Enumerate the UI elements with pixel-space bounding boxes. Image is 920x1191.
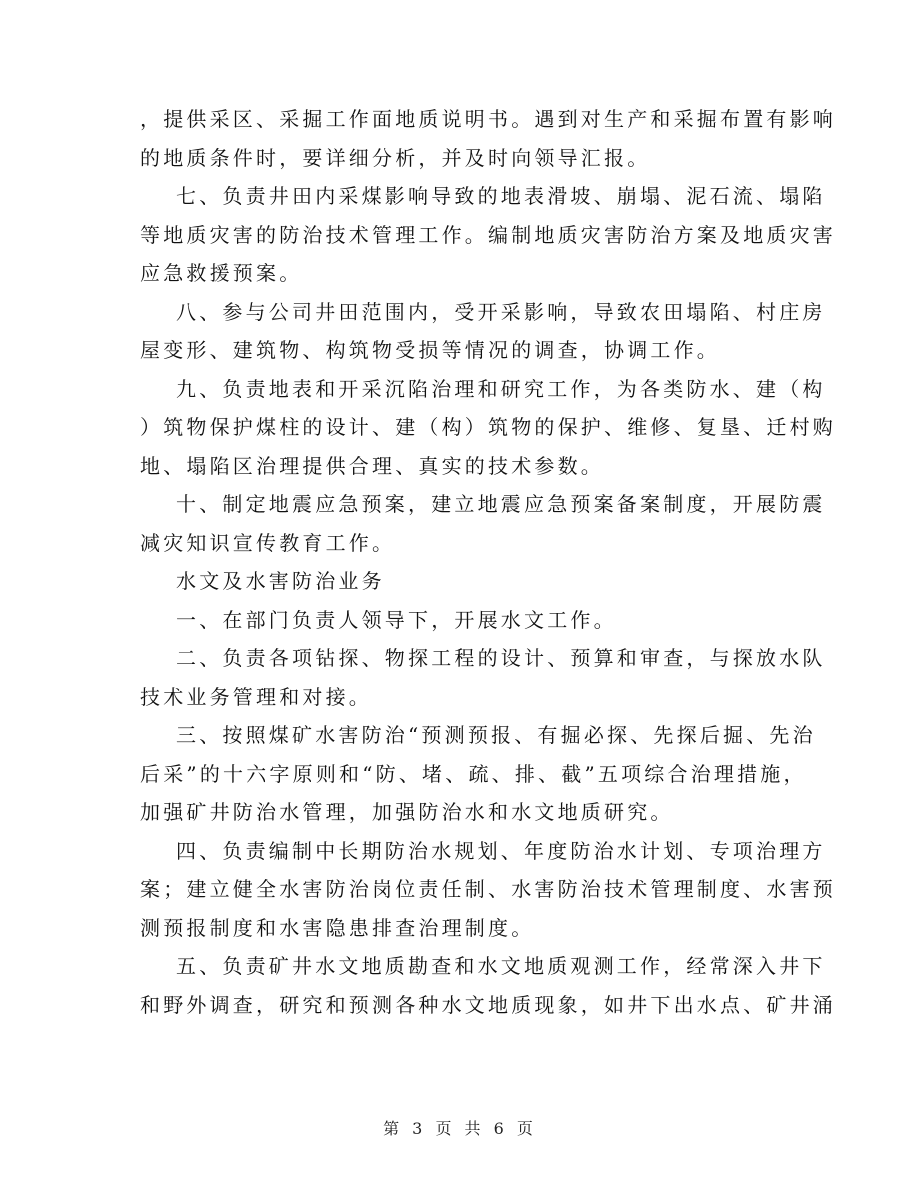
- paragraph-item-4: [140, 832, 836, 948]
- text-line: 技术业务管理和对接。: [140, 684, 372, 709]
- text-line: 地、塌陷区治理提供合理、真实的技术参数。: [140, 453, 604, 478]
- text-line: 七、负责井田内采煤影响导致的地表滑坡、崩塌、泥石流、塌陷: [176, 184, 826, 208]
- text-line: ，提供采区、采掘工作面地质说明书。遇到对生产和采掘布置有影响: [140, 107, 836, 131]
- text-line: 案；建立健全水害防治岗位责任制、水害防治技术管理制度、水害预: [140, 877, 836, 901]
- text-line: 八、参与公司井田范围内，受开采影响，导致农田塌陷、村庄房: [176, 299, 826, 324]
- text-line: 三、按照煤矿水害防治“预测预报、有掘必探、先探后掘、先治: [176, 723, 816, 747]
- text-line: 和野外调查，研究和预测各种水文地质现象，如井下出水点、矿井涌: [140, 992, 836, 1017]
- paragraph-item-8: [140, 293, 826, 370]
- paragraph-item-1: [140, 601, 780, 640]
- text-line: 十、制定地震应急预案，建立地震应急预案备案制度，开展防震: [176, 492, 826, 516]
- paragraph-continuation: [140, 100, 836, 177]
- text-line: 加强矿井防治水管理，加强防治水和水文地质研究。: [140, 800, 674, 824]
- paragraph-item-3: [140, 716, 816, 832]
- text-line: 等地质灾害的防治技术管理工作。编制地质灾害防治方案及地质灾害: [140, 222, 836, 247]
- text-line: 的地质条件时，要详细分析，并及时向领导汇报。: [140, 145, 651, 170]
- text-line: 后采”的十六字原则和“防、堵、疏、排、截”五项综合治理措施，: [140, 761, 807, 786]
- text-line: 二、负责各项钻探、物探工程的设计、预算和审查，与探放水队: [176, 646, 826, 670]
- text-line: 九、负责地表和开采沉陷治理和研究工作，为各类防水、建（构: [176, 376, 826, 401]
- text-line: 一、在部门负责人领导下，开展水文工作。: [176, 607, 617, 632]
- text-line: 应急救援预案。: [140, 261, 303, 285]
- paragraph-item-5: [140, 947, 836, 1024]
- text-line: 减灾知识宣传教育工作。: [140, 530, 396, 555]
- paragraph-item-7: [140, 177, 836, 293]
- text-line: 测预报制度和水害隐患排查治理制度。: [140, 915, 535, 940]
- text-line: 五、负责矿井水文地质勘查和水文地质观测工作，经常深入井下: [176, 954, 826, 978]
- text-line: 四、负责编制中长期防治水规划、年度防治水计划、专项治理方: [176, 838, 826, 863]
- paragraph-item-10: [140, 485, 826, 562]
- paragraph-item-9: [140, 370, 836, 486]
- text-line: 水文及水害防治业务: [176, 569, 385, 593]
- document-body: [140, 100, 836, 1024]
- paragraph-item-2: [140, 639, 826, 716]
- page-footer: 第 3 页 共 6 页: [383, 1119, 537, 1138]
- text-line: 屋变形、建筑物、构筑物受损等情况的调查，协调工作。: [140, 338, 720, 362]
- text-line: ）筑物保护煤柱的设计、建（构）筑物的保护、维修、复垦、迁村购: [140, 415, 836, 439]
- section-heading: [140, 562, 780, 601]
